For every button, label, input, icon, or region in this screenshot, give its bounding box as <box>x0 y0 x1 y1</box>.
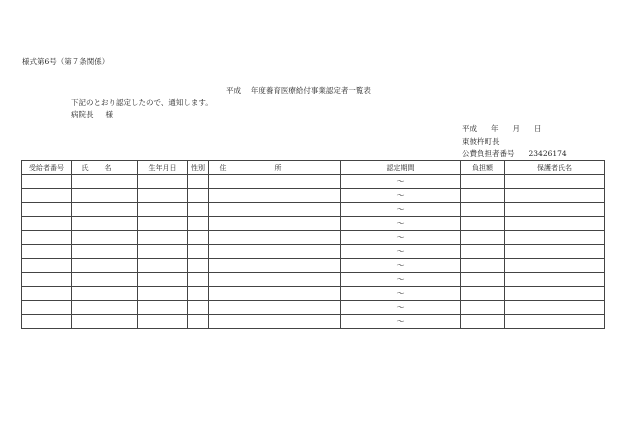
cell-recipient-number[interactable] <box>22 189 72 203</box>
issuer-name: 東彼杵町長 <box>462 137 500 146</box>
cell-address[interactable] <box>209 259 341 273</box>
cell-name[interactable] <box>72 189 138 203</box>
recipient-table <box>21 160 605 329</box>
cell-certification-period[interactable] <box>341 189 461 203</box>
cell-sex[interactable] <box>188 245 209 259</box>
cell-name[interactable] <box>72 231 138 245</box>
cell-birthdate[interactable] <box>138 189 188 203</box>
period-separator: ～ <box>396 218 405 228</box>
period-separator: ～ <box>396 288 405 298</box>
cell-recipient-number[interactable] <box>22 231 72 245</box>
cell-certification-period[interactable] <box>341 203 461 217</box>
cell-sex[interactable] <box>188 231 209 245</box>
cell-address[interactable] <box>209 301 341 315</box>
header-certification-period: 認定期間 <box>341 161 461 175</box>
cell-address[interactable] <box>209 175 341 189</box>
cell-guardian-name[interactable] <box>505 175 605 189</box>
document-title: 平成 年度養育医療給付事業認定者一覧表 <box>226 86 371 95</box>
cell-address[interactable] <box>209 273 341 287</box>
cell-name[interactable] <box>72 287 138 301</box>
cell-guardian-name[interactable] <box>505 259 605 273</box>
cell-address[interactable] <box>209 189 341 203</box>
cell-recipient-number[interactable] <box>22 175 72 189</box>
payer-number-line <box>462 149 567 158</box>
cell-name[interactable] <box>72 315 138 329</box>
table-row <box>22 259 605 273</box>
cell-burden-amount[interactable] <box>461 175 505 189</box>
period-separator: ～ <box>396 274 405 284</box>
table-row <box>22 301 605 315</box>
cell-burden-amount[interactable] <box>461 245 505 259</box>
cell-birthdate[interactable] <box>138 245 188 259</box>
cell-certification-period[interactable] <box>341 217 461 231</box>
cell-guardian-name[interactable] <box>505 231 605 245</box>
cell-recipient-number[interactable] <box>22 315 72 329</box>
table-row <box>22 175 605 189</box>
table-row <box>22 273 605 287</box>
cell-guardian-name[interactable] <box>505 203 605 217</box>
cell-sex[interactable] <box>188 287 209 301</box>
header-sex: 性別 <box>188 161 209 175</box>
period-separator: ～ <box>396 204 405 214</box>
cell-burden-amount[interactable] <box>461 315 505 329</box>
table-row <box>22 217 605 231</box>
cell-guardian-name[interactable] <box>505 189 605 203</box>
cell-sex[interactable] <box>188 273 209 287</box>
cell-birthdate[interactable] <box>138 287 188 301</box>
period-separator: ～ <box>396 316 405 326</box>
cell-sex[interactable] <box>188 217 209 231</box>
table-row <box>22 203 605 217</box>
cell-birthdate[interactable] <box>138 259 188 273</box>
cell-certification-period[interactable] <box>341 175 461 189</box>
cell-birthdate[interactable] <box>138 175 188 189</box>
cell-burden-amount[interactable] <box>461 231 505 245</box>
cell-recipient-number[interactable] <box>22 301 72 315</box>
cell-birthdate[interactable] <box>138 217 188 231</box>
cell-birthdate[interactable] <box>138 301 188 315</box>
date-era: 平成 <box>462 124 477 133</box>
cell-burden-amount[interactable] <box>461 273 505 287</box>
cell-name[interactable] <box>72 217 138 231</box>
cell-address[interactable] <box>209 287 341 301</box>
period-separator: ～ <box>396 260 405 270</box>
cell-burden-amount[interactable] <box>461 259 505 273</box>
addressee-suffix: 様 <box>105 110 113 119</box>
cell-recipient-number[interactable] <box>22 287 72 301</box>
cell-burden-amount[interactable] <box>461 189 505 203</box>
period-separator: ～ <box>396 302 405 312</box>
cell-burden-amount[interactable] <box>461 203 505 217</box>
cell-recipient-number[interactable] <box>22 273 72 287</box>
cell-guardian-name[interactable] <box>505 273 605 287</box>
payer-number: 23426174 <box>528 149 567 158</box>
table-row <box>22 245 605 259</box>
cell-guardian-name[interactable] <box>505 287 605 301</box>
notice-text: 下記のとおり認定したので、通知します。 <box>71 98 213 107</box>
cell-name[interactable] <box>72 273 138 287</box>
header-recipient-number: 受給者番号 <box>22 161 72 175</box>
cell-sex[interactable] <box>188 259 209 273</box>
cell-sex[interactable] <box>188 301 209 315</box>
cell-sex[interactable] <box>188 189 209 203</box>
cell-birthdate[interactable] <box>138 315 188 329</box>
cell-recipient-number[interactable] <box>22 217 72 231</box>
cell-name[interactable] <box>72 301 138 315</box>
cell-certification-period[interactable] <box>341 273 461 287</box>
addressee-name: 病院長 <box>71 110 94 119</box>
period-separator: ～ <box>396 246 405 256</box>
cell-certification-period[interactable] <box>341 301 461 315</box>
table-row <box>22 315 605 329</box>
cell-birthdate[interactable] <box>138 203 188 217</box>
cell-address[interactable] <box>209 217 341 231</box>
date-month: 月 <box>512 124 520 133</box>
form-number-label: 様式第6号（第７条関係） <box>22 57 110 66</box>
date-year: 年 <box>491 124 499 133</box>
cell-recipient-number[interactable] <box>22 259 72 273</box>
cell-guardian-name[interactable] <box>505 301 605 315</box>
cell-guardian-name[interactable] <box>505 217 605 231</box>
payer-number-label: 公費負担者番号 <box>462 149 515 158</box>
cell-name[interactable] <box>72 203 138 217</box>
cell-guardian-name[interactable] <box>505 315 605 329</box>
cell-name[interactable] <box>72 175 138 189</box>
cell-address[interactable] <box>209 231 341 245</box>
table-row <box>22 287 605 301</box>
cell-birthdate[interactable] <box>138 273 188 287</box>
cell-guardian-name[interactable] <box>505 245 605 259</box>
addressee <box>71 110 113 119</box>
cell-name[interactable] <box>72 259 138 273</box>
header-birthdate: 生年月日 <box>138 161 188 175</box>
cell-name[interactable] <box>72 245 138 259</box>
table-header-row <box>22 161 605 175</box>
date-day: 日 <box>534 124 542 133</box>
cell-burden-amount[interactable] <box>461 301 505 315</box>
cell-certification-period[interactable] <box>341 315 461 329</box>
cell-recipient-number[interactable] <box>22 203 72 217</box>
table-row <box>22 231 605 245</box>
cell-sex[interactable] <box>188 203 209 217</box>
cell-certification-period[interactable] <box>341 245 461 259</box>
header-name: 氏名 <box>72 161 138 175</box>
cell-recipient-number[interactable] <box>22 245 72 259</box>
cell-address[interactable] <box>209 203 341 217</box>
period-separator: ～ <box>396 232 405 242</box>
cell-address[interactable] <box>209 245 341 259</box>
header-guardian-name: 保護者氏名 <box>505 161 605 175</box>
cell-certification-period[interactable] <box>341 231 461 245</box>
issue-date <box>462 124 542 133</box>
table-row <box>22 189 605 203</box>
header-burden-amount: 負担額 <box>461 161 505 175</box>
period-separator: ～ <box>396 176 405 186</box>
cell-sex[interactable] <box>188 175 209 189</box>
cell-burden-amount[interactable] <box>461 217 505 231</box>
cell-sex[interactable] <box>188 315 209 329</box>
header-address: 住所 <box>209 161 341 175</box>
cell-certification-period[interactable] <box>341 259 461 273</box>
cell-address[interactable] <box>209 315 341 329</box>
cell-birthdate[interactable] <box>138 231 188 245</box>
period-separator: ～ <box>396 190 405 200</box>
cell-certification-period[interactable] <box>341 287 461 301</box>
cell-burden-amount[interactable] <box>461 287 505 301</box>
